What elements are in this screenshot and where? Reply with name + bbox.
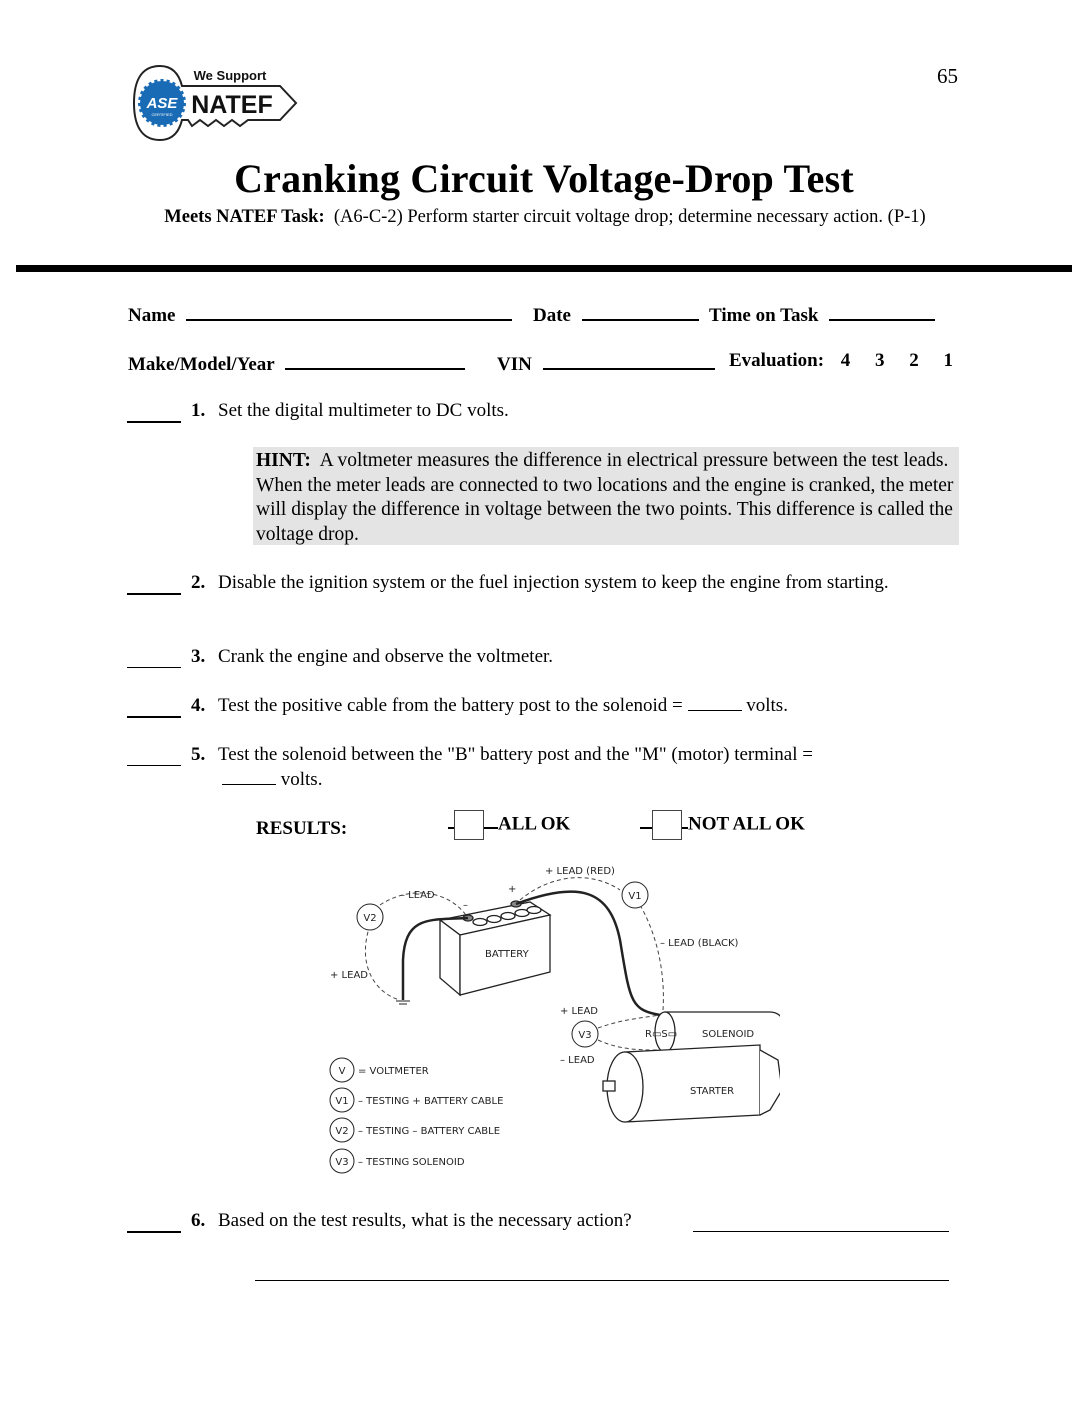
- step-6-answer-line-2[interactable]: [255, 1280, 949, 1281]
- svg-text:V3: V3: [578, 1030, 592, 1041]
- voltage-drop-diagram: [320, 860, 780, 1180]
- svg-text:STARTER: STARTER: [690, 1086, 735, 1097]
- step-6-number: 6.: [191, 1210, 206, 1231]
- title-divider: [16, 265, 1072, 272]
- svg-text:ASE: ASE: [146, 95, 178, 112]
- step-4-text: [218, 693, 788, 718]
- svg-text:+ LEAD: + LEAD: [560, 1006, 598, 1017]
- step-1-checkoff[interactable]: [127, 421, 181, 423]
- name-label: Name: [128, 305, 176, 326]
- hint-text: A voltmeter measures the difference in electrical pressure between the test leads. When the meter leads are connected to two locations and the engine is cranked, the meter will display the difference in voltage between the two points. This difference is called the voltage drop.: [256, 450, 954, 545]
- hint-label: HINT:: [256, 450, 311, 471]
- svg-text:We Support: We Support: [193, 68, 267, 83]
- svg-text:V1: V1: [628, 891, 642, 902]
- step-6-answer-line-1[interactable]: [693, 1231, 949, 1232]
- svg-text:–: –: [463, 900, 468, 911]
- key-logo-icon: [130, 58, 310, 148]
- step-2-number: 2.: [191, 572, 206, 593]
- make-model-year-label: Make/Model/Year: [128, 354, 275, 375]
- svg-text:= VOLTMETER: = VOLTMETER: [358, 1066, 429, 1077]
- evaluation-option-3[interactable]: 3: [875, 350, 885, 371]
- svg-text:CERTIFIED: CERTIFIED: [151, 112, 173, 117]
- step-4-text-after: volts.: [746, 695, 788, 716]
- task-description: (A6-C-2) Perform starter circuit voltage drop; determine necessary action. (P-1): [333, 207, 926, 227]
- vin-input[interactable]: [543, 350, 715, 370]
- all-ok-checkbox[interactable]: [454, 810, 484, 840]
- results-label: RESULTS:: [256, 818, 348, 839]
- step-5-text: [218, 742, 908, 792]
- evaluation-label: Evaluation:: [729, 350, 825, 371]
- svg-text:V2: V2: [363, 913, 377, 924]
- step-3-number: 3.: [191, 646, 206, 667]
- hint-box: [253, 447, 959, 545]
- natef-task-subtitle: [150, 205, 940, 229]
- step-5-text-before: Test the solenoid between the "B" battery post and the "M" (motor) terminal =: [218, 744, 813, 765]
- step-5-text-after: volts.: [280, 769, 323, 790]
- name-field-row: [128, 301, 512, 327]
- svg-text:SOLENOID: SOLENOID: [702, 1029, 755, 1040]
- make-model-year-input[interactable]: [285, 350, 465, 370]
- svg-text:+: +: [508, 884, 517, 895]
- time-on-task-input[interactable]: [829, 301, 935, 321]
- svg-text:– TESTING SOLENOID: – TESTING SOLENOID: [358, 1157, 465, 1168]
- evaluation-row: [729, 350, 953, 372]
- task-label: Meets NATEF Task:: [164, 207, 325, 227]
- svg-text:– LEAD (BLACK): – LEAD (BLACK): [660, 938, 739, 949]
- battery-icon: [440, 901, 550, 995]
- step-5-checkoff[interactable]: [127, 765, 181, 766]
- vin-label: VIN: [497, 354, 532, 375]
- svg-text:V2: V2: [335, 1126, 349, 1137]
- svg-text:V3: V3: [335, 1157, 349, 1168]
- vin-field-row: [497, 350, 715, 376]
- svg-text:+ LEAD (RED): + LEAD (RED): [545, 866, 615, 877]
- not-all-ok-option: [640, 810, 805, 840]
- step-1-number: 1.: [191, 400, 206, 421]
- make-model-year-field-row: [128, 350, 465, 376]
- time-on-task-label: Time on Task: [709, 305, 819, 326]
- all-ok-label: ALL OK: [498, 813, 571, 835]
- svg-text:BATTERY: BATTERY: [485, 949, 529, 960]
- svg-text:V1: V1: [335, 1096, 349, 1107]
- name-input[interactable]: [186, 301, 512, 321]
- step-4-checkoff[interactable]: [127, 716, 181, 718]
- date-label: Date: [533, 305, 571, 326]
- step-4-volts-input[interactable]: [688, 694, 742, 711]
- page-number: 65: [937, 64, 958, 88]
- svg-text:+ LEAD: + LEAD: [330, 970, 368, 981]
- date-field-row: [533, 301, 699, 327]
- svg-text:– TESTING – BATTERY CABLE: – TESTING – BATTERY CABLE: [358, 1126, 501, 1137]
- svg-text:NATEF: NATEF: [191, 91, 273, 119]
- step-6-checkoff[interactable]: [127, 1231, 181, 1233]
- step-3-text: Crank the engine and observe the voltmeter.: [218, 646, 554, 667]
- not-all-ok-checkbox[interactable]: [652, 810, 682, 840]
- step-2-checkoff[interactable]: [127, 593, 181, 595]
- step-6-text: Based on the test results, what is the necessary action?: [218, 1210, 632, 1231]
- step-1-text: Set the digital multimeter to DC volts.: [218, 400, 509, 421]
- battery-starter-wiring-icon: [320, 860, 780, 1180]
- step-4-number: 4.: [191, 695, 206, 716]
- step-5-number: 5.: [191, 744, 206, 765]
- svg-text:– LEAD: – LEAD: [560, 1055, 595, 1066]
- step-5-volts-input[interactable]: [222, 768, 276, 785]
- step-3-checkoff[interactable]: [127, 667, 181, 668]
- svg-text:– TESTING + BATTERY CABLE: – TESTING + BATTERY CABLE: [358, 1096, 504, 1107]
- evaluation-option-1[interactable]: 1: [943, 350, 954, 371]
- evaluation-option-2[interactable]: 2: [909, 350, 919, 371]
- ase-natef-logo: [130, 58, 310, 148]
- time-on-task-field-row: [709, 301, 935, 327]
- all-ok-option: [448, 810, 570, 840]
- date-input[interactable]: [582, 301, 699, 321]
- not-all-ok-label: NOT ALL OK: [688, 813, 805, 835]
- svg-text:V: V: [338, 1066, 346, 1077]
- svg-text:– LEAD: – LEAD: [400, 890, 435, 901]
- evaluation-option-4[interactable]: 4: [840, 350, 851, 371]
- page-title: Cranking Circuit Voltage-Drop Test: [234, 156, 854, 201]
- svg-text:R▭S▭: R▭S▭: [645, 1029, 678, 1040]
- diagram-legend: [330, 1058, 503, 1173]
- step-4-text-before: Test the positive cable from the battery post to the solenoid =: [218, 695, 683, 716]
- step-2-text: Disable the ignition system or the fuel injection system to keep the engine from starting.: [218, 572, 889, 593]
